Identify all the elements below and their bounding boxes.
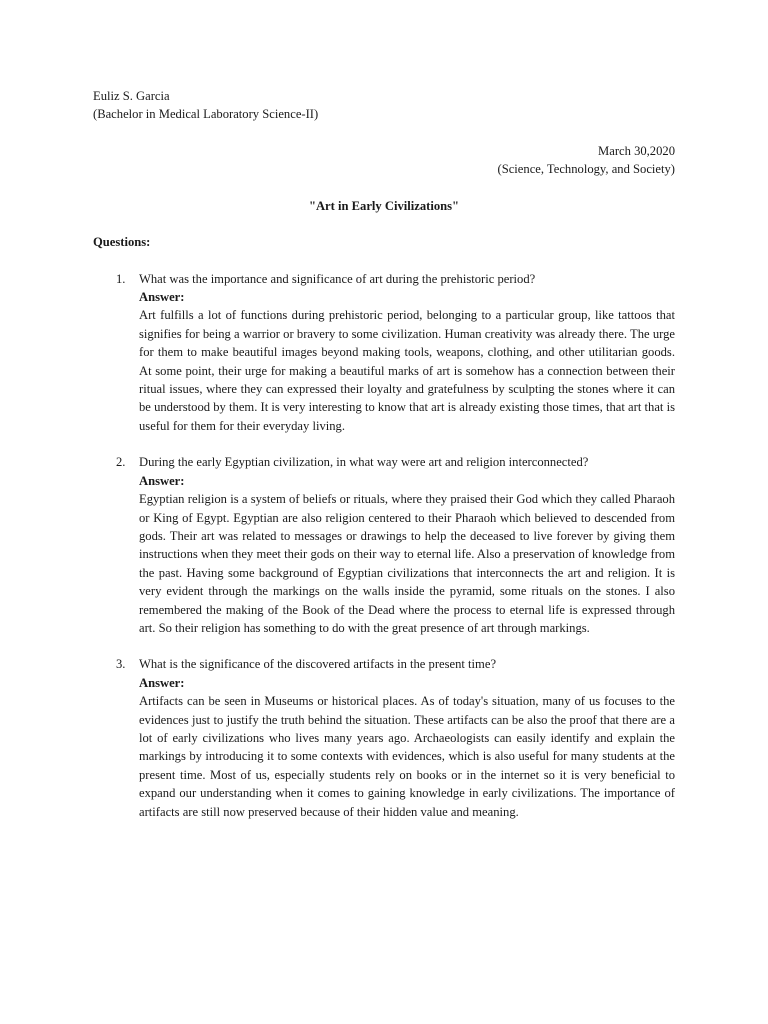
answer-text: Artifacts can be seen in Museums or historical places. As of today's situation, many of us focuses to the evidences just to justify the truth behind the situation. These artifacts can be also the proof that there are a lot of early civilizations who lives many years ago. Archaeologists can easily identify and explain the markings by introducing it to some contexts with evidences, which is also useful for many students at the present time. Most of us, especially students rely on books or in the internet so it is very beneficial to expand our understanding when it comes to gaining knowledge in early civilizations. The importance of artifacts are still now preserved because of their hidden value and meaning. (139, 694, 675, 819)
answer-label: Answer: (139, 290, 185, 305)
document-page (93, 87, 675, 839)
document-title: "Art in Early Civilizations" (308, 198, 460, 213)
date-course-block (93, 142, 675, 179)
questions-heading: Questions: (93, 235, 151, 250)
question-item-2 (93, 453, 675, 637)
author-program: (Bachelor in Medical Laboratory Science-II) (93, 107, 319, 122)
questions-list (93, 270, 675, 821)
question-item-3 (93, 655, 675, 821)
question-number: 2. (116, 455, 126, 470)
question-text: What is the significance of the discovered artifacts in the present time? (139, 657, 497, 672)
answer-label: Answer: (139, 473, 185, 488)
question-number: 3. (116, 657, 126, 672)
course-name: (Science, Technology, and Society) (497, 162, 675, 177)
answer-text: Art fulfills a lot of functions during prehistoric period, belonging to a particular group, like tattoos that signifies for being a warrior or bravery to some civilization. Human creativity was already there. The urge for them to make beautiful images beyond making tools, weapons, clothing, and other utilitarian goods. At some point, their urge for making a beautiful marks of art is somehow has a connection between their ritual issues, where they can expressed their loyalty and gratefulness by sculpting the stones where it can be understood by them. It is very interesting to know that art is already existing those times, that art that is useful for them for their everyday living. (139, 308, 675, 433)
question-text: What was the importance and significance of art during the prehistoric period? (139, 271, 536, 286)
question-number: 1. (116, 271, 126, 286)
answer-label: Answer: (139, 675, 185, 690)
author-block (93, 87, 675, 124)
author-name: Euliz S. Garcia (93, 89, 170, 103)
question-text: During the early Egyptian civilization, in what way were art and religion interconnected? (139, 455, 589, 470)
answer-text: Egyptian religion is a system of beliefs or rituals, where they praised their God which they called Pharaoh or King of Egypt. Egyptian are also religion centered to their Pharaoh which believed to descended from gods. Their art was related to messages or drawings to help the deceased to live forever by giving them instructions when they meet their gods on their way to eternal life. Also a preservation of knowledge from the past. Having some background of Egyptian civilizations that interconnects the art and religion. It is very evident through the markings on the walls inside the pyramid, some rituals on the stones. I also remembered the making of the Book of the Dead where the process to eternal life is expressed through art. So their religion has something to do with the great presence of art through markings. (139, 492, 675, 635)
document-date: March 30,2020 (598, 144, 675, 158)
question-item-1 (93, 270, 675, 436)
